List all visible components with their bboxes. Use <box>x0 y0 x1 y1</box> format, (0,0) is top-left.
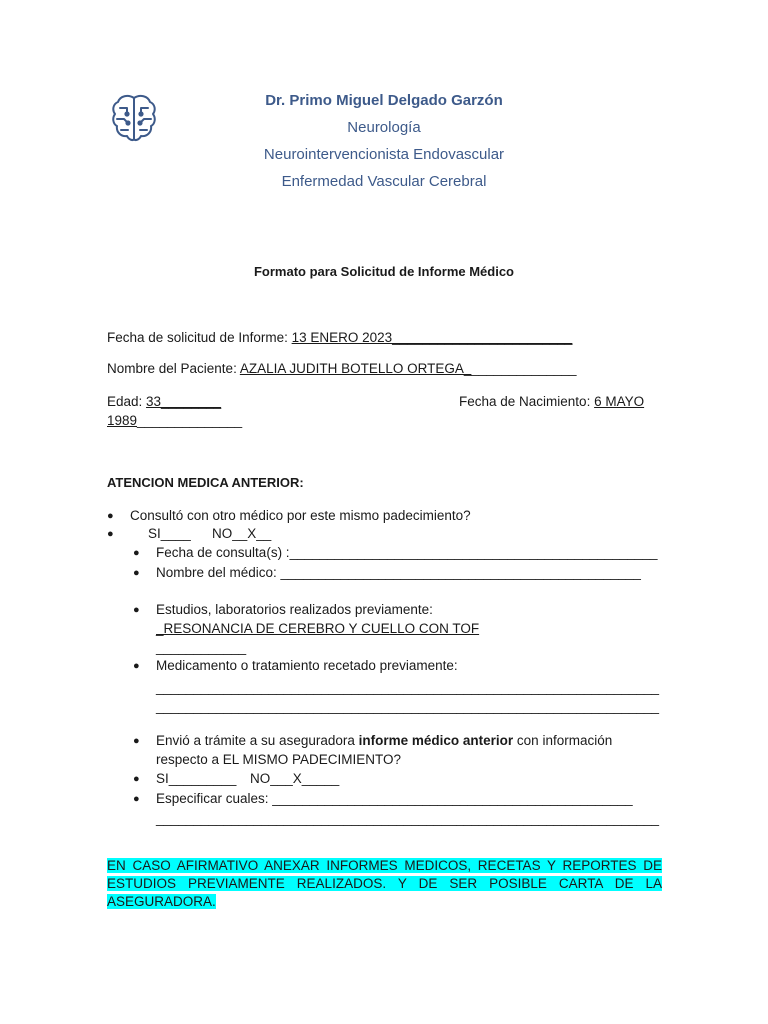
fecha-solicitud-row <box>107 330 572 345</box>
bullet: ● <box>133 660 140 672</box>
nombre-paciente-value: AZALIA JUDITH BOTELLO ORTEGA_ <box>239 361 472 376</box>
subspecialty-2: Enfermedad Vascular Cerebral <box>281 173 487 190</box>
nacimiento-tail: ______________ <box>137 413 243 428</box>
edad-label: Edad: <box>107 394 147 409</box>
nombre-paciente-tail: ______________ <box>471 361 577 376</box>
nombre-medico: Nombre del médico: ________________________________________________ <box>156 565 641 580</box>
estudios-tail: ____________ <box>156 640 247 655</box>
note-text: EN CASO AFIRMATIVO ANEXAR INFORMES MEDICOS, RECETAS Y REPORTES DE ESTUDIOS PREVIAMENTE REALIZADOS. Y DE SER POSIBLE CARTA DE LA ASEGURADORA. <box>107 858 662 909</box>
note-paragraph <box>107 857 662 911</box>
especificar-label: Especificar cuales: ________________________________________________ <box>156 791 633 806</box>
specialty: Neurología <box>347 119 421 136</box>
medicamento-line-2: ___________________________________________________________________ <box>156 699 660 714</box>
bullet: ● <box>133 773 140 785</box>
medicamento-label: Medicamento o tratamiento recetado previamente: <box>156 658 458 673</box>
edad-row <box>107 394 221 409</box>
bullet: ● <box>133 547 140 559</box>
q2-si: SI_________ <box>156 771 237 786</box>
envio-text-a: Envió a trámite a su aseguradora <box>156 733 359 748</box>
fecha-consulta: Fecha de consulta(s) :_________________________________________________ <box>156 545 658 560</box>
nacimiento-label: Fecha de Nacimiento: <box>459 394 595 409</box>
especificar-line-2: ___________________________________________________________________ <box>156 811 660 826</box>
envio-text-c: con información <box>513 733 613 748</box>
document-title: Formato para Solicitud de Informe Médico <box>253 264 515 279</box>
q1-no: NO__X__ <box>212 526 272 541</box>
q2-no: NO___X_____ <box>250 771 340 786</box>
nombre-paciente-row <box>107 361 577 376</box>
section-heading: ATENCION MEDICA ANTERIOR: <box>107 475 304 490</box>
bullet: ● <box>133 793 140 805</box>
fecha-solicitud-label: Fecha de solicitud de Informe: <box>107 330 292 345</box>
bullet: ● <box>133 604 140 616</box>
nombre-paciente-label: Nombre del Paciente: <box>107 361 240 376</box>
bullet: ● <box>107 528 114 540</box>
edad-value: 33________ <box>146 394 222 409</box>
bullet: ● <box>133 567 140 579</box>
nacimiento-value: 6 MAYO <box>594 394 645 409</box>
q1-text: Consultó con otro médico por este mismo padecimiento? <box>130 508 471 523</box>
subspecialty: Neurointervencionista Endovascular <box>263 146 505 163</box>
medicamento-line-1: ___________________________________________________________________ <box>156 680 660 695</box>
estudios-value: _RESONANCIA DE CEREBRO Y CUELLO CON TOF <box>156 621 480 636</box>
nacimiento-row-2 <box>107 413 242 428</box>
envio-text-bold: informe médico anterior <box>358 733 514 748</box>
envio-text-d: respecto a EL MISMO PADECIMIENTO? <box>156 752 402 767</box>
q1-si: SI____ <box>148 526 191 541</box>
nacimiento-year: 1989 <box>107 413 138 428</box>
nacimiento-row <box>459 394 644 409</box>
estudios-label: Estudios, laboratorios realizados previamente: <box>156 602 433 617</box>
fecha-solicitud-value: 13 ENERO 2023________________________ <box>291 330 573 345</box>
bullet: ● <box>107 510 114 522</box>
envio-question <box>156 733 612 748</box>
doctor-name: Dr. Primo Miguel Delgado Garzón <box>265 92 503 109</box>
bullet: ● <box>133 735 140 747</box>
